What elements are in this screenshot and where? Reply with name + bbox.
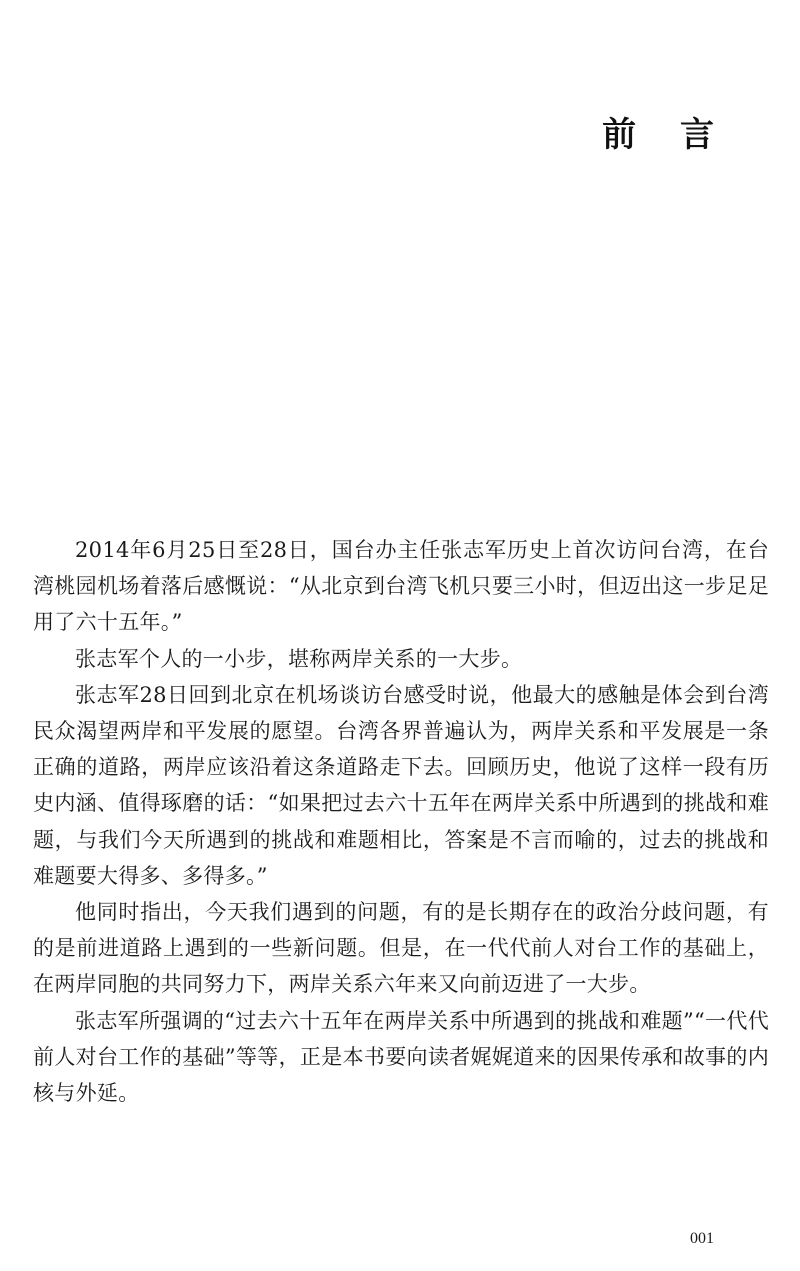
body-text [33, 532, 769, 1111]
paragraph: 他同时指出，今天我们遇到的问题，有的是长期存在的政治分歧问题，有的是前进道路上遇到的一些新问题。但是，在一代代前人对台工作的基础上，在两岸同胞的共同努力下，两岸关系六年来又向前迈进了一大步。 [33, 900, 769, 997]
paragraph: 张志军所强调的“过去六十五年在两岸关系中所遇到的挑战和难题”“一代代前人对台工作的基础”等等，正是本书要向读者娓娓道来的因果传承和故事的内核与外延。 [33, 1008, 769, 1106]
chapter-title: 前 言 [602, 115, 730, 155]
page-number: 001 [690, 1230, 714, 1247]
paragraph: 张志军个人的一小步，堪称两岸关系的一大步。 [75, 646, 523, 671]
paragraph: 2014年6月25日至28日，国台办主任张志军历史上首次访问台湾，在台湾桃园机场着落后感慨说：“从北京到台湾飞机只要三小时，但迈出这一步足足用了六十五年。” [33, 538, 769, 635]
paragraph: 张志军28日回到北京在机场谈访台感受时说，他最大的感触是体会到台湾民众渴望两岸和平发展的愿望。台湾各界普遍认为，两岸关系和平发展是一条正确的道路，两岸应该沿着这条道路走下去。回顾历史，他说了这样一段有历史内涵、值得琢磨的话：“如果把过去六十五年在两岸关系中所遇到的挑战和难题，与我们今天所遇到的挑战和难题相比，答案是不言而喻的，过去的挑战和难题要大得多、多得多。” [33, 682, 769, 888]
